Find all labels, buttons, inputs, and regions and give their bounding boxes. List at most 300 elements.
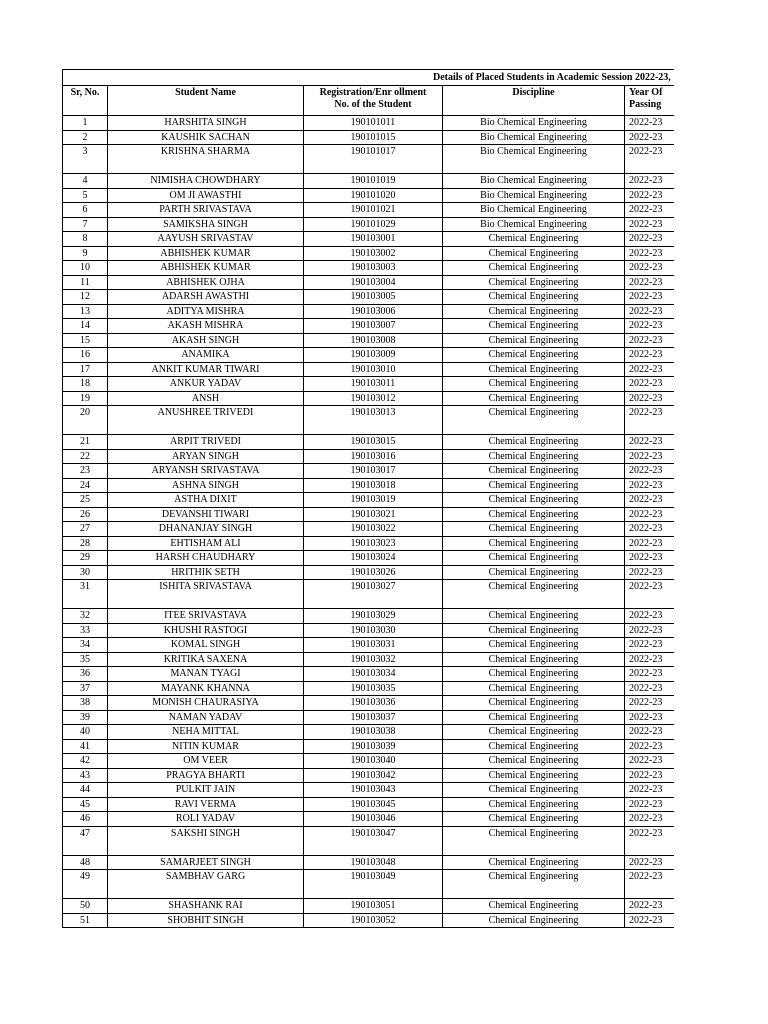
cell-registration-no: 190103046 <box>304 812 443 827</box>
cell-student-name: SHASHANK RAI <box>108 899 304 914</box>
cell-student-name: ASHNA SINGH <box>108 478 304 493</box>
cell-sr-no: 32 <box>63 609 108 624</box>
table-body <box>63 116 675 928</box>
cell-discipline: Chemical Engineering <box>443 290 625 305</box>
cell-year-of-passing: 2022-23 <box>625 522 675 537</box>
cell-student-name: SAKSHI SINGH <box>108 826 304 855</box>
table-row <box>63 565 675 580</box>
table-row <box>63 638 675 653</box>
cell-student-name: ARYAN SINGH <box>108 449 304 464</box>
cell-year-of-passing: 2022-23 <box>625 623 675 638</box>
cell-discipline: Chemical Engineering <box>443 797 625 812</box>
cell-sr-no: 10 <box>63 261 108 276</box>
cell-discipline: Chemical Engineering <box>443 319 625 334</box>
table-row <box>63 826 675 855</box>
placed-students-table <box>62 85 674 928</box>
cell-registration-no: 190103019 <box>304 493 443 508</box>
cell-sr-no: 26 <box>63 507 108 522</box>
cell-registration-no: 190103038 <box>304 725 443 740</box>
cell-year-of-passing: 2022-23 <box>625 710 675 725</box>
cell-year-of-passing: 2022-23 <box>625 290 675 305</box>
cell-student-name: AAYUSH SRIVASTAV <box>108 232 304 247</box>
cell-discipline: Chemical Engineering <box>443 333 625 348</box>
cell-discipline: Chemical Engineering <box>443 261 625 276</box>
cell-sr-no: 13 <box>63 304 108 319</box>
cell-registration-no: 190103042 <box>304 768 443 783</box>
cell-registration-no: 190103036 <box>304 696 443 711</box>
cell-registration-no: 190103030 <box>304 623 443 638</box>
cell-discipline: Chemical Engineering <box>443 536 625 551</box>
cell-sr-no: 50 <box>63 899 108 914</box>
cell-year-of-passing: 2022-23 <box>625 826 675 855</box>
cell-student-name: OM VEER <box>108 754 304 769</box>
table-row <box>63 768 675 783</box>
cell-year-of-passing: 2022-23 <box>625 870 675 899</box>
table-row <box>63 449 675 464</box>
cell-sr-no: 20 <box>63 406 108 435</box>
cell-year-of-passing: 2022-23 <box>625 855 675 870</box>
cell-registration-no: 190103008 <box>304 333 443 348</box>
cell-discipline: Chemical Engineering <box>443 913 625 928</box>
cell-year-of-passing: 2022-23 <box>625 203 675 218</box>
cell-student-name: ANAMIKA <box>108 348 304 363</box>
cell-registration-no: 190103031 <box>304 638 443 653</box>
table-row <box>63 406 675 435</box>
table-row <box>63 290 675 305</box>
cell-registration-no: 190103026 <box>304 565 443 580</box>
cell-year-of-passing: 2022-23 <box>625 333 675 348</box>
cell-registration-no: 190103012 <box>304 391 443 406</box>
cell-year-of-passing: 2022-23 <box>625 304 675 319</box>
cell-sr-no: 36 <box>63 667 108 682</box>
cell-discipline: Chemical Engineering <box>443 725 625 740</box>
table-row <box>63 507 675 522</box>
cell-student-name: NIMISHA CHOWDHARY <box>108 174 304 189</box>
cell-discipline: Chemical Engineering <box>443 652 625 667</box>
cell-year-of-passing: 2022-23 <box>625 130 675 145</box>
cell-sr-no: 14 <box>63 319 108 334</box>
cell-registration-no: 190103010 <box>304 362 443 377</box>
cell-registration-no: 190101017 <box>304 145 443 174</box>
header-registration-no <box>304 86 443 116</box>
table-row <box>63 174 675 189</box>
cell-sr-no: 30 <box>63 565 108 580</box>
cell-student-name: SAMIKSHA SINGH <box>108 217 304 232</box>
cell-year-of-passing: 2022-23 <box>625 406 675 435</box>
cell-student-name: AKASH SINGH <box>108 333 304 348</box>
cell-discipline: Bio Chemical Engineering <box>443 130 625 145</box>
cell-registration-no: 190103037 <box>304 710 443 725</box>
table-row <box>63 116 675 131</box>
cell-sr-no: 17 <box>63 362 108 377</box>
cell-registration-no: 190103001 <box>304 232 443 247</box>
header-sr-no: Sr, No. <box>63 86 108 116</box>
cell-sr-no: 5 <box>63 188 108 203</box>
cell-discipline: Bio Chemical Engineering <box>443 116 625 131</box>
cell-student-name: ANKIT KUMAR TIWARI <box>108 362 304 377</box>
cell-year-of-passing: 2022-23 <box>625 565 675 580</box>
cell-registration-no: 190101011 <box>304 116 443 131</box>
table-row <box>63 478 675 493</box>
cell-sr-no: 47 <box>63 826 108 855</box>
cell-discipline: Chemical Engineering <box>443 464 625 479</box>
header-student-name: Student Name <box>108 86 304 116</box>
table-row <box>63 536 675 551</box>
cell-sr-no: 9 <box>63 246 108 261</box>
table-row <box>63 493 675 508</box>
cell-student-name: MAYANK KHANNA <box>108 681 304 696</box>
cell-student-name: HARSH CHAUDHARY <box>108 551 304 566</box>
cell-discipline: Chemical Engineering <box>443 681 625 696</box>
cell-discipline: Chemical Engineering <box>443 768 625 783</box>
cell-registration-no: 190103023 <box>304 536 443 551</box>
cell-registration-no: 190103017 <box>304 464 443 479</box>
cell-discipline: Chemical Engineering <box>443 565 625 580</box>
cell-registration-no: 190103011 <box>304 377 443 392</box>
cell-registration-no: 190103021 <box>304 507 443 522</box>
cell-student-name: KRITIKA SAXENA <box>108 652 304 667</box>
cell-year-of-passing: 2022-23 <box>625 275 675 290</box>
cell-year-of-passing: 2022-23 <box>625 435 675 450</box>
cell-year-of-passing: 2022-23 <box>625 652 675 667</box>
cell-registration-no: 190103052 <box>304 913 443 928</box>
cell-year-of-passing: 2022-23 <box>625 725 675 740</box>
table-row <box>63 275 675 290</box>
cell-registration-no: 190103024 <box>304 551 443 566</box>
cell-registration-no: 190103047 <box>304 826 443 855</box>
cell-registration-no: 190103009 <box>304 348 443 363</box>
cell-year-of-passing: 2022-23 <box>625 609 675 624</box>
cell-sr-no: 40 <box>63 725 108 740</box>
cell-registration-no: 190103004 <box>304 275 443 290</box>
cell-sr-no: 18 <box>63 377 108 392</box>
cell-discipline: Chemical Engineering <box>443 754 625 769</box>
cell-sr-no: 24 <box>63 478 108 493</box>
table-row <box>63 130 675 145</box>
cell-discipline: Bio Chemical Engineering <box>443 145 625 174</box>
cell-year-of-passing: 2022-23 <box>625 319 675 334</box>
cell-student-name: ITEE SRIVASTAVA <box>108 609 304 624</box>
cell-year-of-passing: 2022-23 <box>625 493 675 508</box>
table-row <box>63 623 675 638</box>
sheet-title: Details of Placed Students in Academic Session 2022-23, <box>62 69 674 85</box>
cell-year-of-passing: 2022-23 <box>625 667 675 682</box>
cell-student-name: ANKUR YADAV <box>108 377 304 392</box>
cell-sr-no: 21 <box>63 435 108 450</box>
table-row <box>63 754 675 769</box>
cell-student-name: OM JI AWASTHI <box>108 188 304 203</box>
cell-discipline: Chemical Engineering <box>443 435 625 450</box>
cell-year-of-passing: 2022-23 <box>625 768 675 783</box>
cell-sr-no: 51 <box>63 913 108 928</box>
cell-discipline: Chemical Engineering <box>443 826 625 855</box>
table-row <box>63 261 675 276</box>
cell-student-name: NAMAN YADAV <box>108 710 304 725</box>
table-row <box>63 522 675 537</box>
cell-year-of-passing: 2022-23 <box>625 913 675 928</box>
cell-discipline: Bio Chemical Engineering <box>443 203 625 218</box>
cell-year-of-passing: 2022-23 <box>625 145 675 174</box>
table-row <box>63 333 675 348</box>
cell-sr-no: 2 <box>63 130 108 145</box>
cell-registration-no: 190101015 <box>304 130 443 145</box>
table-row <box>63 725 675 740</box>
cell-registration-no: 190103043 <box>304 783 443 798</box>
cell-sr-no: 16 <box>63 348 108 363</box>
cell-sr-no: 7 <box>63 217 108 232</box>
cell-registration-no: 190103002 <box>304 246 443 261</box>
cell-student-name: ANUSHREE TRIVEDI <box>108 406 304 435</box>
cell-student-name: RAVI VERMA <box>108 797 304 812</box>
table-row <box>63 696 675 711</box>
table-row <box>63 855 675 870</box>
table-row <box>63 145 675 174</box>
cell-year-of-passing: 2022-23 <box>625 797 675 812</box>
cell-student-name: HRITHIK SETH <box>108 565 304 580</box>
header-year-of-passing <box>625 86 675 116</box>
table-row <box>63 188 675 203</box>
cell-discipline: Chemical Engineering <box>443 609 625 624</box>
table-row <box>63 217 675 232</box>
cell-registration-no: 190103045 <box>304 797 443 812</box>
cell-student-name: ABHISHEK KUMAR <box>108 246 304 261</box>
table-row <box>63 435 675 450</box>
cell-year-of-passing: 2022-23 <box>625 812 675 827</box>
cell-discipline: Chemical Engineering <box>443 362 625 377</box>
cell-student-name: ADARSH AWASTHI <box>108 290 304 305</box>
cell-sr-no: 48 <box>63 855 108 870</box>
cell-student-name: PARTH SRIVASTAVA <box>108 203 304 218</box>
cell-student-name: ADITYA MISHRA <box>108 304 304 319</box>
cell-registration-no: 190103048 <box>304 855 443 870</box>
cell-student-name: SAMBHAV GARG <box>108 870 304 899</box>
cell-discipline: Chemical Engineering <box>443 870 625 899</box>
cell-sr-no: 1 <box>63 116 108 131</box>
cell-discipline: Chemical Engineering <box>443 232 625 247</box>
cell-discipline: Bio Chemical Engineering <box>443 174 625 189</box>
table-row <box>63 899 675 914</box>
table-row <box>63 203 675 218</box>
cell-registration-no: 190103032 <box>304 652 443 667</box>
cell-discipline: Chemical Engineering <box>443 580 625 609</box>
cell-discipline: Chemical Engineering <box>443 638 625 653</box>
cell-sr-no: 31 <box>63 580 108 609</box>
cell-sr-no: 19 <box>63 391 108 406</box>
cell-student-name: ROLI YADAV <box>108 812 304 827</box>
cell-year-of-passing: 2022-23 <box>625 580 675 609</box>
cell-student-name: DHANANJAY SINGH <box>108 522 304 537</box>
cell-sr-no: 3 <box>63 145 108 174</box>
table-row <box>63 652 675 667</box>
cell-year-of-passing: 2022-23 <box>625 217 675 232</box>
cell-discipline: Chemical Engineering <box>443 667 625 682</box>
cell-student-name: KAUSHIK SACHAN <box>108 130 304 145</box>
cell-discipline: Chemical Engineering <box>443 275 625 290</box>
cell-year-of-passing: 2022-23 <box>625 739 675 754</box>
header-discipline: Discipline <box>443 86 625 116</box>
cell-discipline: Chemical Engineering <box>443 493 625 508</box>
cell-student-name: ARYANSH SRIVASTAVA <box>108 464 304 479</box>
cell-registration-no: 190103039 <box>304 739 443 754</box>
cell-discipline: Chemical Engineering <box>443 348 625 363</box>
table-row <box>63 348 675 363</box>
cell-year-of-passing: 2022-23 <box>625 754 675 769</box>
cell-registration-no: 190103027 <box>304 580 443 609</box>
cell-student-name: KRISHNA SHARMA <box>108 145 304 174</box>
cell-year-of-passing: 2022-23 <box>625 174 675 189</box>
cell-sr-no: 25 <box>63 493 108 508</box>
header-registration-line2: No. of the Student <box>334 99 412 110</box>
cell-discipline: Chemical Engineering <box>443 246 625 261</box>
cell-student-name: ABHISHEK OJHA <box>108 275 304 290</box>
cell-sr-no: 6 <box>63 203 108 218</box>
cell-discipline: Chemical Engineering <box>443 522 625 537</box>
cell-sr-no: 22 <box>63 449 108 464</box>
cell-registration-no: 190101020 <box>304 188 443 203</box>
cell-discipline: Chemical Engineering <box>443 783 625 798</box>
cell-discipline: Chemical Engineering <box>443 507 625 522</box>
table-row <box>63 362 675 377</box>
cell-registration-no: 190101029 <box>304 217 443 232</box>
cell-registration-no: 190103022 <box>304 522 443 537</box>
cell-year-of-passing: 2022-23 <box>625 783 675 798</box>
cell-year-of-passing: 2022-23 <box>625 391 675 406</box>
cell-sr-no: 41 <box>63 739 108 754</box>
cell-year-of-passing: 2022-23 <box>625 362 675 377</box>
cell-sr-no: 49 <box>63 870 108 899</box>
cell-student-name: PRAGYA BHARTI <box>108 768 304 783</box>
cell-sr-no: 8 <box>63 232 108 247</box>
cell-year-of-passing: 2022-23 <box>625 899 675 914</box>
table-row <box>63 580 675 609</box>
header-year-line1: Year Of <box>629 87 663 98</box>
cell-year-of-passing: 2022-23 <box>625 449 675 464</box>
cell-registration-no: 190101019 <box>304 174 443 189</box>
table-row <box>63 232 675 247</box>
cell-sr-no: 44 <box>63 783 108 798</box>
cell-student-name: EHTISHAM ALI <box>108 536 304 551</box>
cell-registration-no: 190103003 <box>304 261 443 276</box>
cell-sr-no: 35 <box>63 652 108 667</box>
cell-sr-no: 29 <box>63 551 108 566</box>
cell-registration-no: 190103007 <box>304 319 443 334</box>
header-year-line2: Passing <box>629 99 662 110</box>
cell-year-of-passing: 2022-23 <box>625 261 675 276</box>
table-row <box>63 783 675 798</box>
cell-discipline: Chemical Engineering <box>443 623 625 638</box>
cell-sr-no: 11 <box>63 275 108 290</box>
cell-registration-no: 190103029 <box>304 609 443 624</box>
cell-registration-no: 190103016 <box>304 449 443 464</box>
cell-discipline: Chemical Engineering <box>443 377 625 392</box>
table-row <box>63 710 675 725</box>
cell-sr-no: 15 <box>63 333 108 348</box>
cell-discipline: Chemical Engineering <box>443 899 625 914</box>
cell-year-of-passing: 2022-23 <box>625 696 675 711</box>
cell-discipline: Chemical Engineering <box>443 391 625 406</box>
cell-year-of-passing: 2022-23 <box>625 232 675 247</box>
table-row <box>63 377 675 392</box>
cell-discipline: Chemical Engineering <box>443 478 625 493</box>
cell-year-of-passing: 2022-23 <box>625 246 675 261</box>
table-row <box>63 812 675 827</box>
header-registration-line1: Registration/Enr ollment <box>319 87 427 98</box>
cell-discipline: Chemical Engineering <box>443 449 625 464</box>
table-row <box>63 464 675 479</box>
cell-sr-no: 27 <box>63 522 108 537</box>
table-row <box>63 246 675 261</box>
table-row <box>63 913 675 928</box>
cell-student-name: MANAN TYAGI <box>108 667 304 682</box>
cell-discipline: Bio Chemical Engineering <box>443 217 625 232</box>
cell-registration-no: 190103034 <box>304 667 443 682</box>
cell-sr-no: 37 <box>63 681 108 696</box>
table-row <box>63 797 675 812</box>
cell-year-of-passing: 2022-23 <box>625 507 675 522</box>
cell-student-name: HARSHITA SINGH <box>108 116 304 131</box>
cell-sr-no: 33 <box>63 623 108 638</box>
cell-student-name: ASTHA DIXIT <box>108 493 304 508</box>
cell-registration-no: 190103051 <box>304 899 443 914</box>
cell-year-of-passing: 2022-23 <box>625 478 675 493</box>
cell-student-name: ARPIT TRIVEDI <box>108 435 304 450</box>
header-row <box>63 86 675 116</box>
cell-year-of-passing: 2022-23 <box>625 536 675 551</box>
table-row <box>63 319 675 334</box>
cell-student-name: MONISH CHAURASIYA <box>108 696 304 711</box>
cell-sr-no: 4 <box>63 174 108 189</box>
cell-discipline: Chemical Engineering <box>443 710 625 725</box>
cell-year-of-passing: 2022-23 <box>625 464 675 479</box>
cell-sr-no: 23 <box>63 464 108 479</box>
cell-sr-no: 34 <box>63 638 108 653</box>
cell-student-name: PULKIT JAIN <box>108 783 304 798</box>
table-row <box>63 681 675 696</box>
cell-discipline: Chemical Engineering <box>443 812 625 827</box>
table-row <box>63 551 675 566</box>
cell-student-name: DEVANSHI TIWARI <box>108 507 304 522</box>
cell-sr-no: 39 <box>63 710 108 725</box>
cell-registration-no: 190103049 <box>304 870 443 899</box>
cell-discipline: Chemical Engineering <box>443 406 625 435</box>
table-row <box>63 609 675 624</box>
cell-registration-no: 190103015 <box>304 435 443 450</box>
cell-student-name: ANSH <box>108 391 304 406</box>
cell-year-of-passing: 2022-23 <box>625 377 675 392</box>
cell-student-name: ISHITA SRIVASTAVA <box>108 580 304 609</box>
cell-student-name: KHUSHI RASTOGI <box>108 623 304 638</box>
placed-students-sheet <box>62 69 674 928</box>
cell-discipline: Chemical Engineering <box>443 855 625 870</box>
cell-year-of-passing: 2022-23 <box>625 551 675 566</box>
cell-registration-no: 190103013 <box>304 406 443 435</box>
cell-discipline: Chemical Engineering <box>443 304 625 319</box>
cell-year-of-passing: 2022-23 <box>625 681 675 696</box>
cell-registration-no: 190103018 <box>304 478 443 493</box>
table-row <box>63 667 675 682</box>
cell-sr-no: 38 <box>63 696 108 711</box>
cell-sr-no: 28 <box>63 536 108 551</box>
cell-year-of-passing: 2022-23 <box>625 116 675 131</box>
cell-discipline: Bio Chemical Engineering <box>443 188 625 203</box>
table-row <box>63 391 675 406</box>
cell-student-name: SHOBHIT SINGH <box>108 913 304 928</box>
cell-discipline: Chemical Engineering <box>443 696 625 711</box>
cell-sr-no: 46 <box>63 812 108 827</box>
cell-registration-no: 190103006 <box>304 304 443 319</box>
cell-discipline: Chemical Engineering <box>443 739 625 754</box>
cell-registration-no: 190103005 <box>304 290 443 305</box>
